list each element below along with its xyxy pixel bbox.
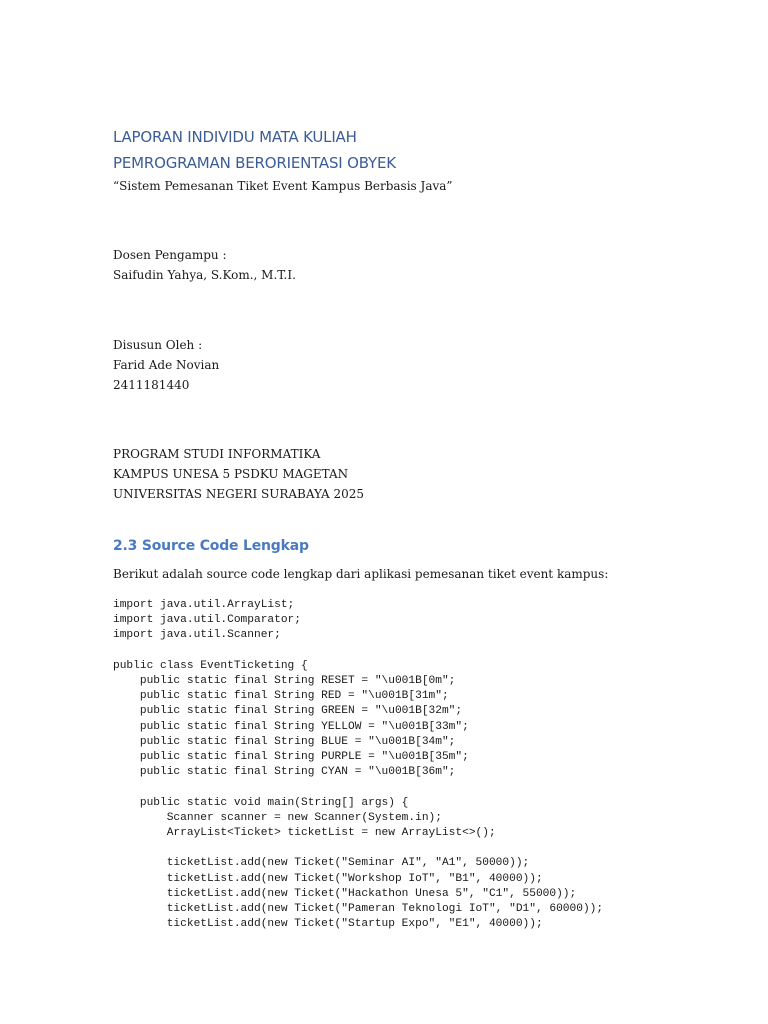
author-label: Disusun Oleh : <box>113 338 203 352</box>
code-line: ticketList.add(new Ticket("Hackathon Unesa 5", "C1", 55000)); <box>113 887 577 900</box>
report-subtitle: “Sistem Pemesanan Tiket Event Kampus Berbasis Java” <box>113 179 453 193</box>
code-line: ticketList.add(new Ticket("Startup Expo", "E1", 40000)); <box>113 918 543 931</box>
code-line: ticketList.add(new Ticket("Seminar AI", "A1", 50000)); <box>113 857 530 870</box>
code-line: public static final String RESET = "\u001B[0m"; <box>113 675 456 688</box>
code-line: ticketList.add(new Ticket("Workshop IoT", "B1", 40000)); <box>113 872 543 885</box>
code-line <box>113 780 733 795</box>
section-heading: 2.3 Source Code Lengkap <box>113 538 309 554</box>
code-line: public static final String GREEN = "\u001B[32m"; <box>113 705 463 718</box>
code-line: import java.util.Comparator; <box>113 614 301 627</box>
campus-name: KAMPUS UNESA 5 PSDKU MAGETAN <box>113 467 349 481</box>
code-line: public class EventTicketing { <box>113 659 308 672</box>
title-line-2: PEMROGRAMAN BERORIENTASI OBYEK <box>113 154 396 172</box>
code-line: public static final String PURPLE = "\u001B[35m"; <box>113 751 469 764</box>
code-line: Scanner scanner = new Scanner(System.in); <box>113 811 442 824</box>
code-line: ticketList.add(new Ticket("Pameran Teknologi IoT", "D1", 60000)); <box>113 903 604 916</box>
code-line <box>113 644 733 659</box>
code-line: public static final String YELLOW = "\u001B[33m"; <box>113 720 469 733</box>
author-block <box>113 335 733 395</box>
code-line: public static final String CYAN = "\u001B[36m"; <box>113 766 456 779</box>
author-name: Farid Ade Novian <box>113 358 220 372</box>
source-code-block <box>113 598 733 932</box>
lecturer-name: Saifudin Yahya, S.Kom., M.T.I. <box>113 268 296 282</box>
university-name: UNIVERSITAS NEGERI SURABAYA 2025 <box>113 487 365 501</box>
author-id: 2411181440 <box>113 378 190 392</box>
program-name: PROGRAM STUDI INFORMATIKA <box>113 447 321 461</box>
lecturer-label: Dosen Pengampu : <box>113 248 227 262</box>
code-line: public static void main(String[] args) { <box>113 796 409 809</box>
code-line: import java.util.ArrayList; <box>113 599 295 611</box>
code-line: ArrayList<Ticket> ticketList = new ArrayList<>(); <box>113 827 496 840</box>
cover-title <box>113 124 733 176</box>
institution-block <box>113 444 733 504</box>
lecturer-block <box>113 245 733 285</box>
title-line-1: LAPORAN INDIVIDU MATA KULIAH <box>113 128 357 146</box>
document-content <box>113 124 733 932</box>
code-line: public static final String RED = "\u001B[31m"; <box>113 690 449 703</box>
code-line <box>113 841 733 856</box>
section-intro: Berikut adalah source code lengkap dari aplikasi pemesanan tiket event kampus: <box>113 567 609 581</box>
code-line: import java.util.Scanner; <box>113 629 281 642</box>
code-line: public static final String BLUE = "\u001B[34m"; <box>113 735 456 748</box>
